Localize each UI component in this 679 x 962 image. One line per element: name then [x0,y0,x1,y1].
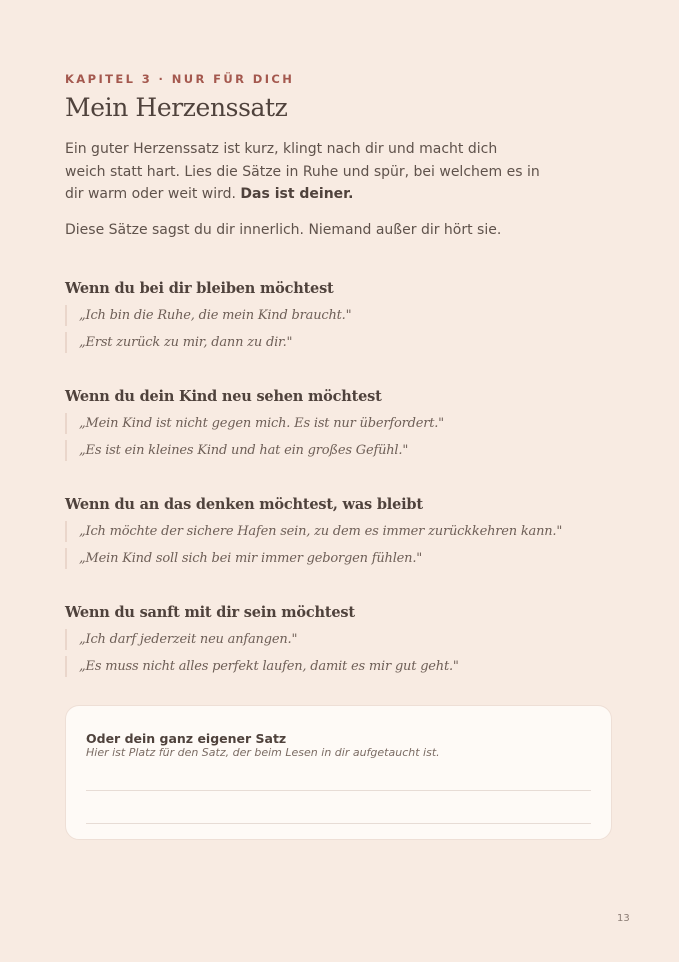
own-sentence-box [65,705,612,840]
section-what-remains [65,495,614,569]
section-heading: Wenn du bei dir bleiben möchtest [65,280,334,297]
intro-text: Ein guter Herzenssatz ist kurz, klingt nach dir und macht dich weich statt hart. Lies die Sätze in Ruhe und spür, bei welchem es in dir warm oder weit wird. [65,141,540,202]
writing-line-2[interactable] [86,823,591,824]
quote-item: „Es ist ein kleines Kind und hat ein großes Gefühl." [65,440,614,461]
own-sentence-hint: Hier ist Platz für den Satz, der beim Lesen in dir aufgetaucht ist. [86,746,440,759]
quote-item: „Erst zurück zu mir, dann zu dir." [65,332,614,353]
quote-item: „Es muss nicht alles perfekt laufen, damit es mir gut geht." [65,656,614,677]
section-stay-with-yourself [65,279,614,353]
intro-paragraph [65,138,540,206]
page-title: Mein Herzenssatz [65,93,288,122]
writing-line-1[interactable] [86,790,591,791]
section-heading: Wenn du an das denken möchtest, was bleibt [65,496,423,513]
section-gentle-with-yourself [65,603,614,677]
quote-item: „Mein Kind soll sich bei mir immer geborgen fühlen." [65,548,614,569]
intro-emphasis: Das ist deiner. [240,186,354,202]
section-heading: Wenn du sanft mit dir sein möchtest [65,604,355,621]
page-number: 13 [617,913,630,924]
section-heading: Wenn du dein Kind neu sehen möchtest [65,388,382,405]
own-sentence-title: Oder dein ganz eigener Satz [86,731,287,746]
quote-item: „Ich bin die Ruhe, die mein Kind braucht." [65,305,614,326]
privacy-note: Diese Sätze sagst du dir innerlich. Niemand außer dir hört sie. [65,222,502,238]
quote-item: „Mein Kind ist nicht gegen mich. Es ist nur überfordert." [65,413,614,434]
quote-item: „Ich möchte der sichere Hafen sein, zu dem es immer zurückkehren kann." [65,521,614,542]
chapter-label: KAPITEL 3 · NUR FÜR DICH [65,72,295,86]
section-see-child-anew [65,387,614,461]
quote-item: „Ich darf jederzeit neu anfangen." [65,629,614,650]
